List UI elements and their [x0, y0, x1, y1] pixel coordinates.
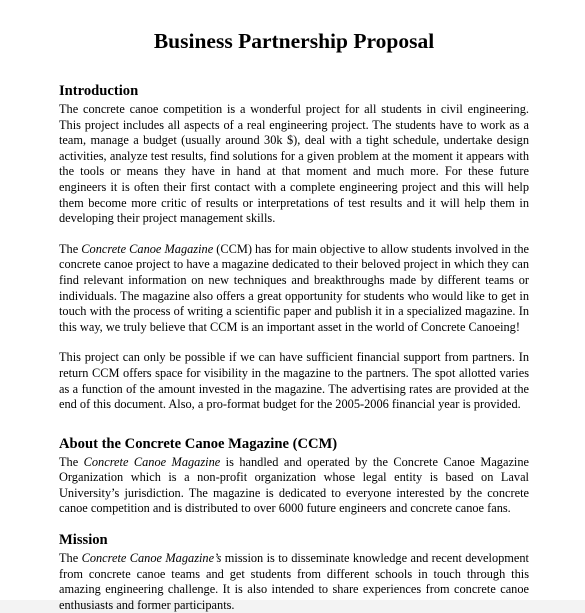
mission-paragraph	[59, 551, 529, 613]
about-paragraph	[59, 455, 529, 517]
introduction-paragraph-2-body: (CCM) has for main objective to allow students involved in the concrete canoe project to have a magazine dedicated to their beloved project in which they can find relevant information on new techniques and breakthroughs made by different teams or individuals. The magazine also offers a great opportunity for students who would like to get in touch with the process of writing a scientific paper and publish it in a specialized magazine. In this way, we truly believe that CCM is an important asset in the world of Concrete Canoeing!	[59, 241, 530, 334]
magazine-name: Concrete Canoe Magazine’s	[81, 551, 222, 566]
introduction-heading: Introduction	[59, 83, 139, 99]
document-title: Business Partnership Proposal	[153, 29, 435, 53]
introduction-paragraph-2	[59, 242, 529, 336]
magazine-name: Concrete Canoe Magazine	[81, 241, 214, 256]
mission-paragraph-prefix: The	[59, 551, 82, 566]
mission-paragraph-body: mission is to disseminate knowledge and recent development from concrete canoe teams and get students from different schools in touch through this amazing engineering challenge. It is also intended to share experiences from concrete canoe enthusiasts and former participants.	[59, 551, 529, 612]
about-heading: About the Concrete Canoe Magazine (CCM)	[59, 435, 338, 452]
introduction-paragraph-3: This project can only be possible if we can have sufficient financial support from partners. In return CCM offers space for visibility in the magazine to the partners. The spot allotted varies as a function of the amount invested in the magazine. The advertising rates are provided at the end of this document. Also, a pro-format budget for the 2005-2006 financial year is provided.	[59, 350, 529, 412]
introduction-paragraph-2-prefix: The	[59, 241, 82, 256]
magazine-name: Concrete Canoe Magazine	[83, 454, 221, 469]
about-paragraph-body: is handled and operated by the Concrete Canoe Magazine Organization which is a non-profit organization whose legal entity is based on Laval University’s jurisdiction. The magazine is dedicated to everyone interested by the concrete canoe competition and is distributed to over 6000 future engineers and concrete canoe fans.	[59, 454, 530, 516]
introduction-paragraph-1: The concrete canoe competition is a wonderful project for all students in civil engineering. This project includes all aspects of a real engineering project. The students have to work as a team, manage a budget (usually around 30k $), deal with a tight schedule, undertake design activities, analyze test results, find solutions for a given problem at the moment it appears with the tools or means they have in hand at that moment and much more. For these future engineers it is often their first contact with a complete engineering project and this will help them become more critic of results or interpretations of test results and it will help them in developing their project management skills.	[59, 102, 529, 226]
about-paragraph-prefix: The	[59, 454, 84, 469]
mission-heading: Mission	[59, 532, 108, 549]
